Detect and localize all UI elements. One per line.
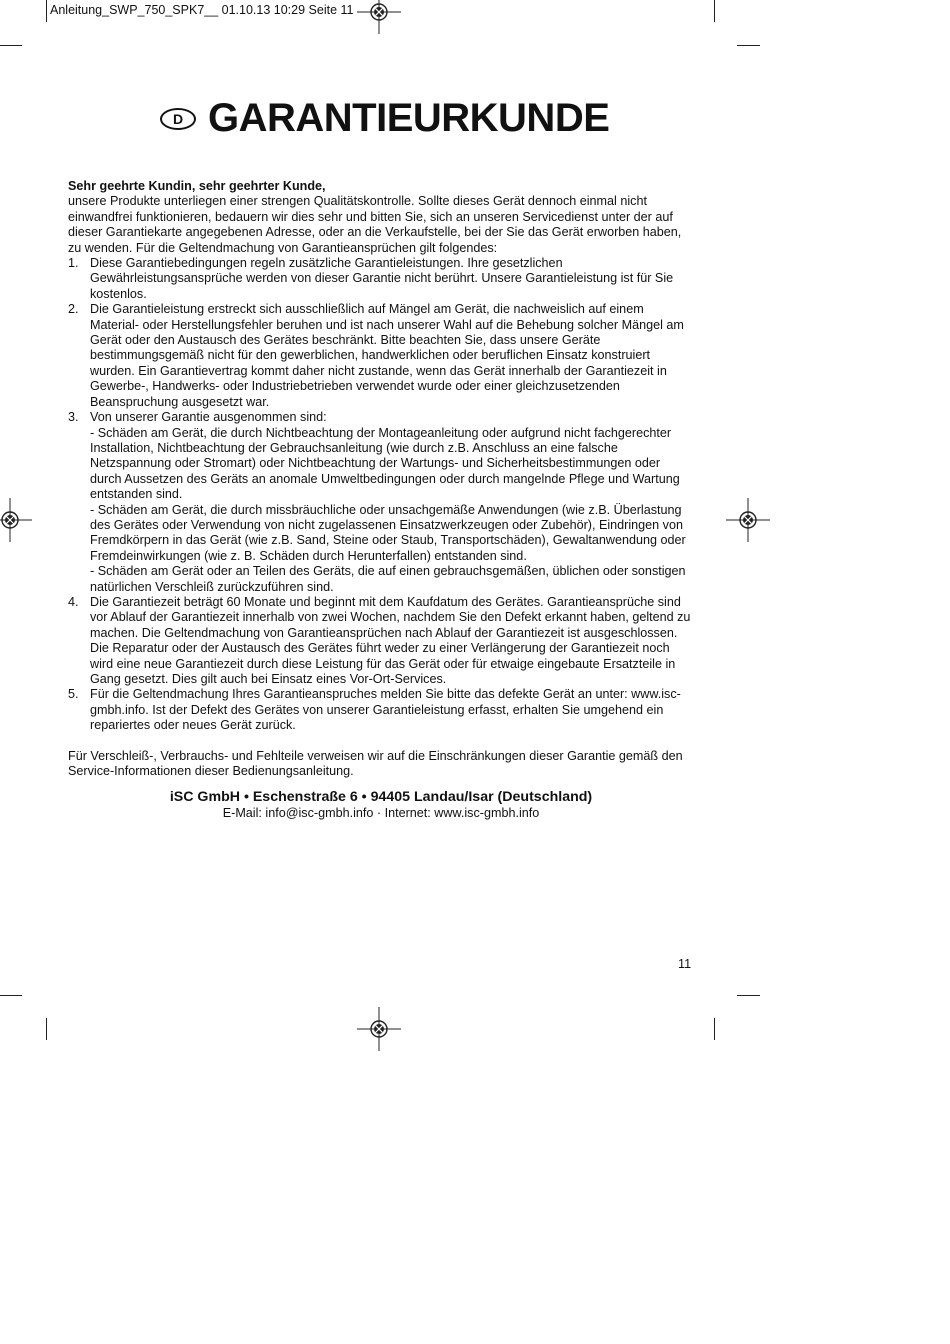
print-slug: Anleitung_SWP_750_SPK7__ 01.10.13 10:29 Seite 11 [50, 3, 354, 17]
language-badge: D [160, 108, 196, 130]
condition-item [68, 256, 694, 302]
crop-mark [714, 0, 715, 22]
company-block [68, 789, 694, 821]
condition-number: 4. [68, 594, 79, 609]
paragraph-spacer [68, 734, 694, 749]
company-contact: E-Mail: info@isc-gmbh.info · Internet: www.isc-gmbh.info [222, 806, 540, 820]
registration-mark-top [357, 0, 401, 34]
condition-text: - Schäden am Gerät oder an Teilen des Geräts, die auf einen gebrauchsgemäßen, üblichen oder sonstigen natürlichen Verschleiß zurückzuführen sind. [90, 564, 686, 594]
warranty-text [68, 179, 694, 780]
company-address: iSC GmbH • Eschenstraße 6 • 94405 Landau/Isar (Deutschland) [169, 789, 593, 805]
condition-number: 2. [68, 302, 79, 317]
condition-item [68, 410, 694, 595]
crop-mark [737, 45, 760, 46]
condition-number: 1. [68, 256, 79, 271]
condition-text: Von unserer Garantie ausgenommen sind: [90, 410, 327, 425]
crop-mark [46, 0, 47, 22]
registration-mark-bottom [357, 1007, 401, 1051]
page-number: 11 [678, 957, 692, 971]
condition-item [68, 302, 694, 410]
registration-mark-left [0, 498, 32, 542]
crop-mark [737, 995, 760, 996]
condition-text: - Schäden am Gerät, die durch missbräuchliche oder unsachgemäße Anwendungen (wie z.B. Überlastung des Gerätes oder Verwendung von nicht zugelassenen Einsatzwerkzeugen oder Zubehör), Eindringen von Fremdkörpern in das Gerät (wie z.B. Sand, Steine oder Staub, Transportschäden), Gewaltanwendung oder Fremdeinwirkungen (wie z. B. Schäden durch Herunterfallen) entstanden sind. [90, 502, 686, 563]
crop-mark [0, 995, 22, 996]
condition-text: Für die Geltendmachung Ihres Garantieanspruches melden Sie bitte das defekte Gerät an unter: www.isc-gmbh.info. Ist der Defekt des Gerätes von unserer Garantieleistung erfasst, erhalten Sie umgehend ein repariertes oder neues Gerät zurück. [90, 687, 681, 733]
greeting: Sehr geehrte Kundin, sehr geehrter Kunde, [68, 179, 326, 193]
crop-mark [714, 1018, 715, 1040]
condition-text: Die Garantiezeit beträgt 60 Monate und beginnt mit dem Kaufdatum des Gerätes. Garantieansprüche sind vor Ablauf der Garantiezeit innerhalb von zwei Wochen, nachdem Sie den Defekt erkannt haben, geltend zu machen. Die Geltendmachung von Garantieansprüchen nach Ablauf der Garantiezeit ist ausgeschlossen. Die Reparatur oder der Austausch des Gerätes führt weder zu einer Verlängerung der Garantiezeit noch wird eine neue Garantiezeit durch diese Leistung für das Gerät oder für etwaige eingebaute Ersatzteile in Gang gesetzt. Dies gilt auch bei Einsatz eines Vor-Ort-Services. [90, 594, 691, 686]
condition-number: 3. [68, 410, 79, 425]
condition-text: - Schäden am Gerät, die durch Nichtbeachtung der Montageanleitung oder aufgrund nicht fachgerechter Installation, Nichtbeachtung der Gebrauchsanleitung (wie durch z.B. Anschluss an eine falsche Netzspannung oder Stromart) oder Nichtbeachtung der Wartungs- und Sicherheitsbestimmungen oder durch Aussetzen des Geräts an anomale Umweltbedingungen oder durch mangelnde Pflege und Wartung entstanden sind. [90, 425, 680, 502]
condition-text: Die Garantieleistung erstreckt sich ausschließlich auf Mängel am Gerät, die nachweislich auf einem Material- oder Herstellungsfehler beruhen und ist nach unserer Wahl auf die Behebung solcher Mängel am Gerät oder den Austausch des Gerätes beschränkt. Bitte beachten Sie, dass unsere Geräte bestimmungsgemäß nicht für den gewerblichen, handwerklichen oder beruflichen Einsatz konstruiert wurden. Ein Garantievertrag kommt daher nicht zustande, wenn das Gerät innerhalb der Garantiezeit in Gewerbe-, Handwerks- oder Industriebetrieben verwendet wurde oder einer gleichzusetzenden Beanspruchung ausgesetzt war. [90, 302, 684, 409]
intro-paragraph: unsere Produkte unterliegen einer strengen Qualitätskontrolle. Sollte dieses Gerät dennoch einmal nicht einwandfrei funktionieren, bedauern wir dies sehr und bitten Sie, sich an unseren Servicedienst unter der auf dieser Garantiekarte angegebenen Adresse, oder an die Verkaufstelle, bei der Sie das Gerät erworben haben, zu wenden. Für die Geltendmachung von Garantieansprüchen gilt folgendes: [68, 194, 682, 255]
condition-number: 5. [68, 687, 79, 702]
conditions-list [68, 256, 694, 734]
condition-item [68, 595, 694, 687]
condition-item [68, 687, 694, 733]
condition-text: Diese Garantiebedingungen regeln zusätzliche Garantieleistungen. Ihre gesetzlichen Gewährleistungsansprüche werden von dieser Garantie nicht berührt. Unsere Garantieleistung ist für Sie kostenlos. [90, 256, 674, 301]
wear-parts-note: Für Verschleiß-, Verbrauchs- und Fehlteile verweisen wir auf die Einschränkungen dieser Garantie gemäß den Service-Informationen dieser Bedienungsanleitung. [68, 749, 683, 779]
registration-mark-right [726, 498, 770, 542]
crop-mark [46, 1018, 47, 1040]
document-heading [160, 96, 609, 141]
document-title: GARANTIEURKUNDE [208, 96, 610, 140]
crop-mark [0, 45, 22, 46]
